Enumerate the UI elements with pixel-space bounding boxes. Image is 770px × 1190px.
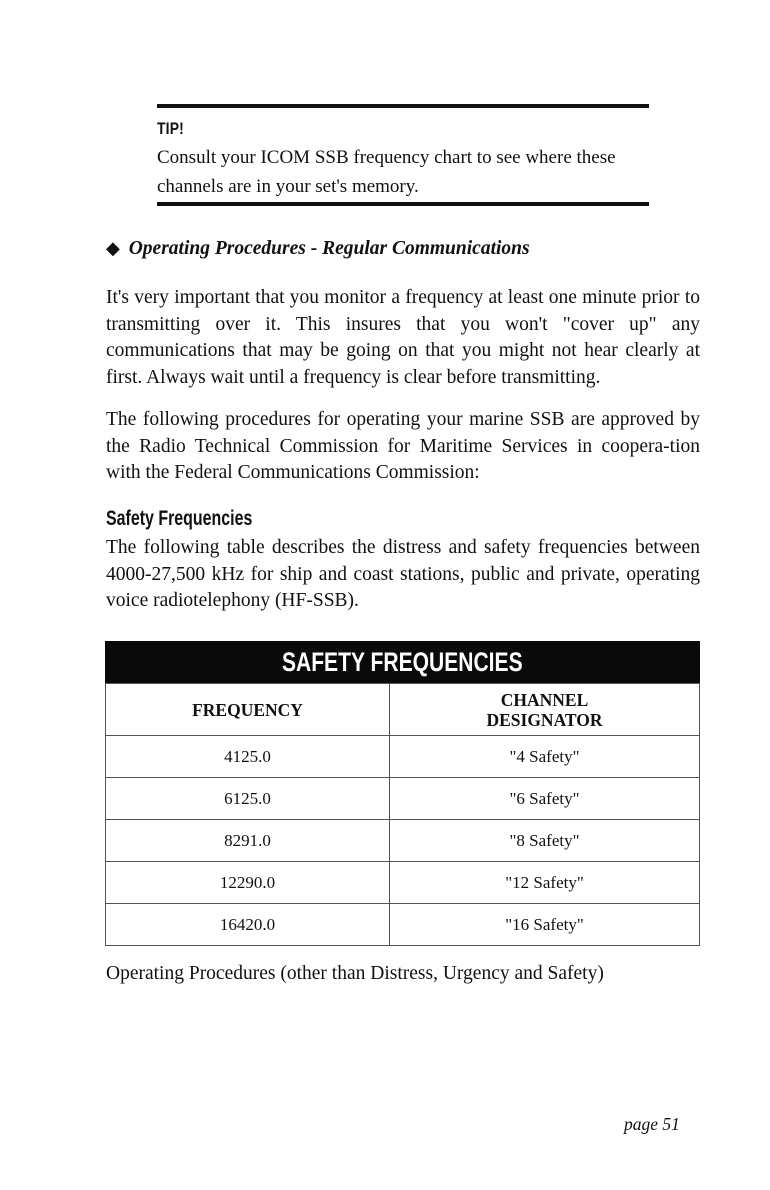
section-heading-text: Operating Procedures - Regular Communications — [128, 238, 530, 259]
page-number: page 51 — [624, 1114, 680, 1134]
table-row — [106, 820, 700, 862]
paragraph-monitor-frequency: It's very important that you monitor a frequency at least one minute prior to transmitting over it. This insures that you won't "cover up" any communications that may be going on that you might not hear clearly at first. Always wait until a frequency is clear before transmitting. — [106, 287, 700, 388]
table-header-row — [106, 684, 700, 736]
diamond-bullet-icon: ◆ — [106, 238, 120, 258]
table-row — [106, 904, 700, 946]
channel-cell: "8 Safety" — [390, 820, 700, 862]
safety-frequencies-subheading: Safety Frequencies — [106, 507, 253, 530]
column-header-frequency: FREQUENCY — [106, 684, 390, 736]
table-row — [106, 778, 700, 820]
frequency-cell: 6125.0 — [106, 778, 390, 820]
paragraph-procedures: The following procedures for operating your marine SSB are approved by the Radio Technical Commission for Maritime Services in coopera-tion with the Federal Communications Commission: — [106, 409, 700, 483]
channel-cell: "6 Safety" — [390, 778, 700, 820]
section-heading — [106, 238, 530, 260]
trailing-heading: Operating Procedures (other than Distress, Urgency and Safety) — [106, 963, 604, 984]
frequency-cell: 16420.0 — [106, 904, 390, 946]
channel-cell: "4 Safety" — [390, 736, 700, 778]
frequency-cell: 4125.0 — [106, 736, 390, 778]
safety-description: The following table describes the distress and safety frequencies between 4000-27,500 kHz for ship and coast stations, public and private, operating voice radiotelephony (HF-SSB). — [106, 537, 700, 611]
channel-cell: "12 Safety" — [390, 862, 700, 904]
frequency-cell: 8291.0 — [106, 820, 390, 862]
tip-box — [157, 104, 649, 206]
table-row — [106, 736, 700, 778]
tip-label: TIP! — [157, 119, 184, 138]
table-title: SAFETY FREQUENCIES — [105, 641, 700, 683]
tip-line-1: Consult your ICOM SSB frequency chart to see where these — [157, 147, 616, 168]
table-row — [106, 862, 700, 904]
tip-text — [157, 143, 649, 201]
safety-frequencies-table — [105, 641, 700, 944]
column-header-channel: CHANNEL DESIGNATOR — [390, 684, 700, 736]
frequency-cell: 12290.0 — [106, 862, 390, 904]
channel-cell: "16 Safety" — [390, 904, 700, 946]
tip-line-2: channels are in your set's memory. — [157, 176, 419, 197]
